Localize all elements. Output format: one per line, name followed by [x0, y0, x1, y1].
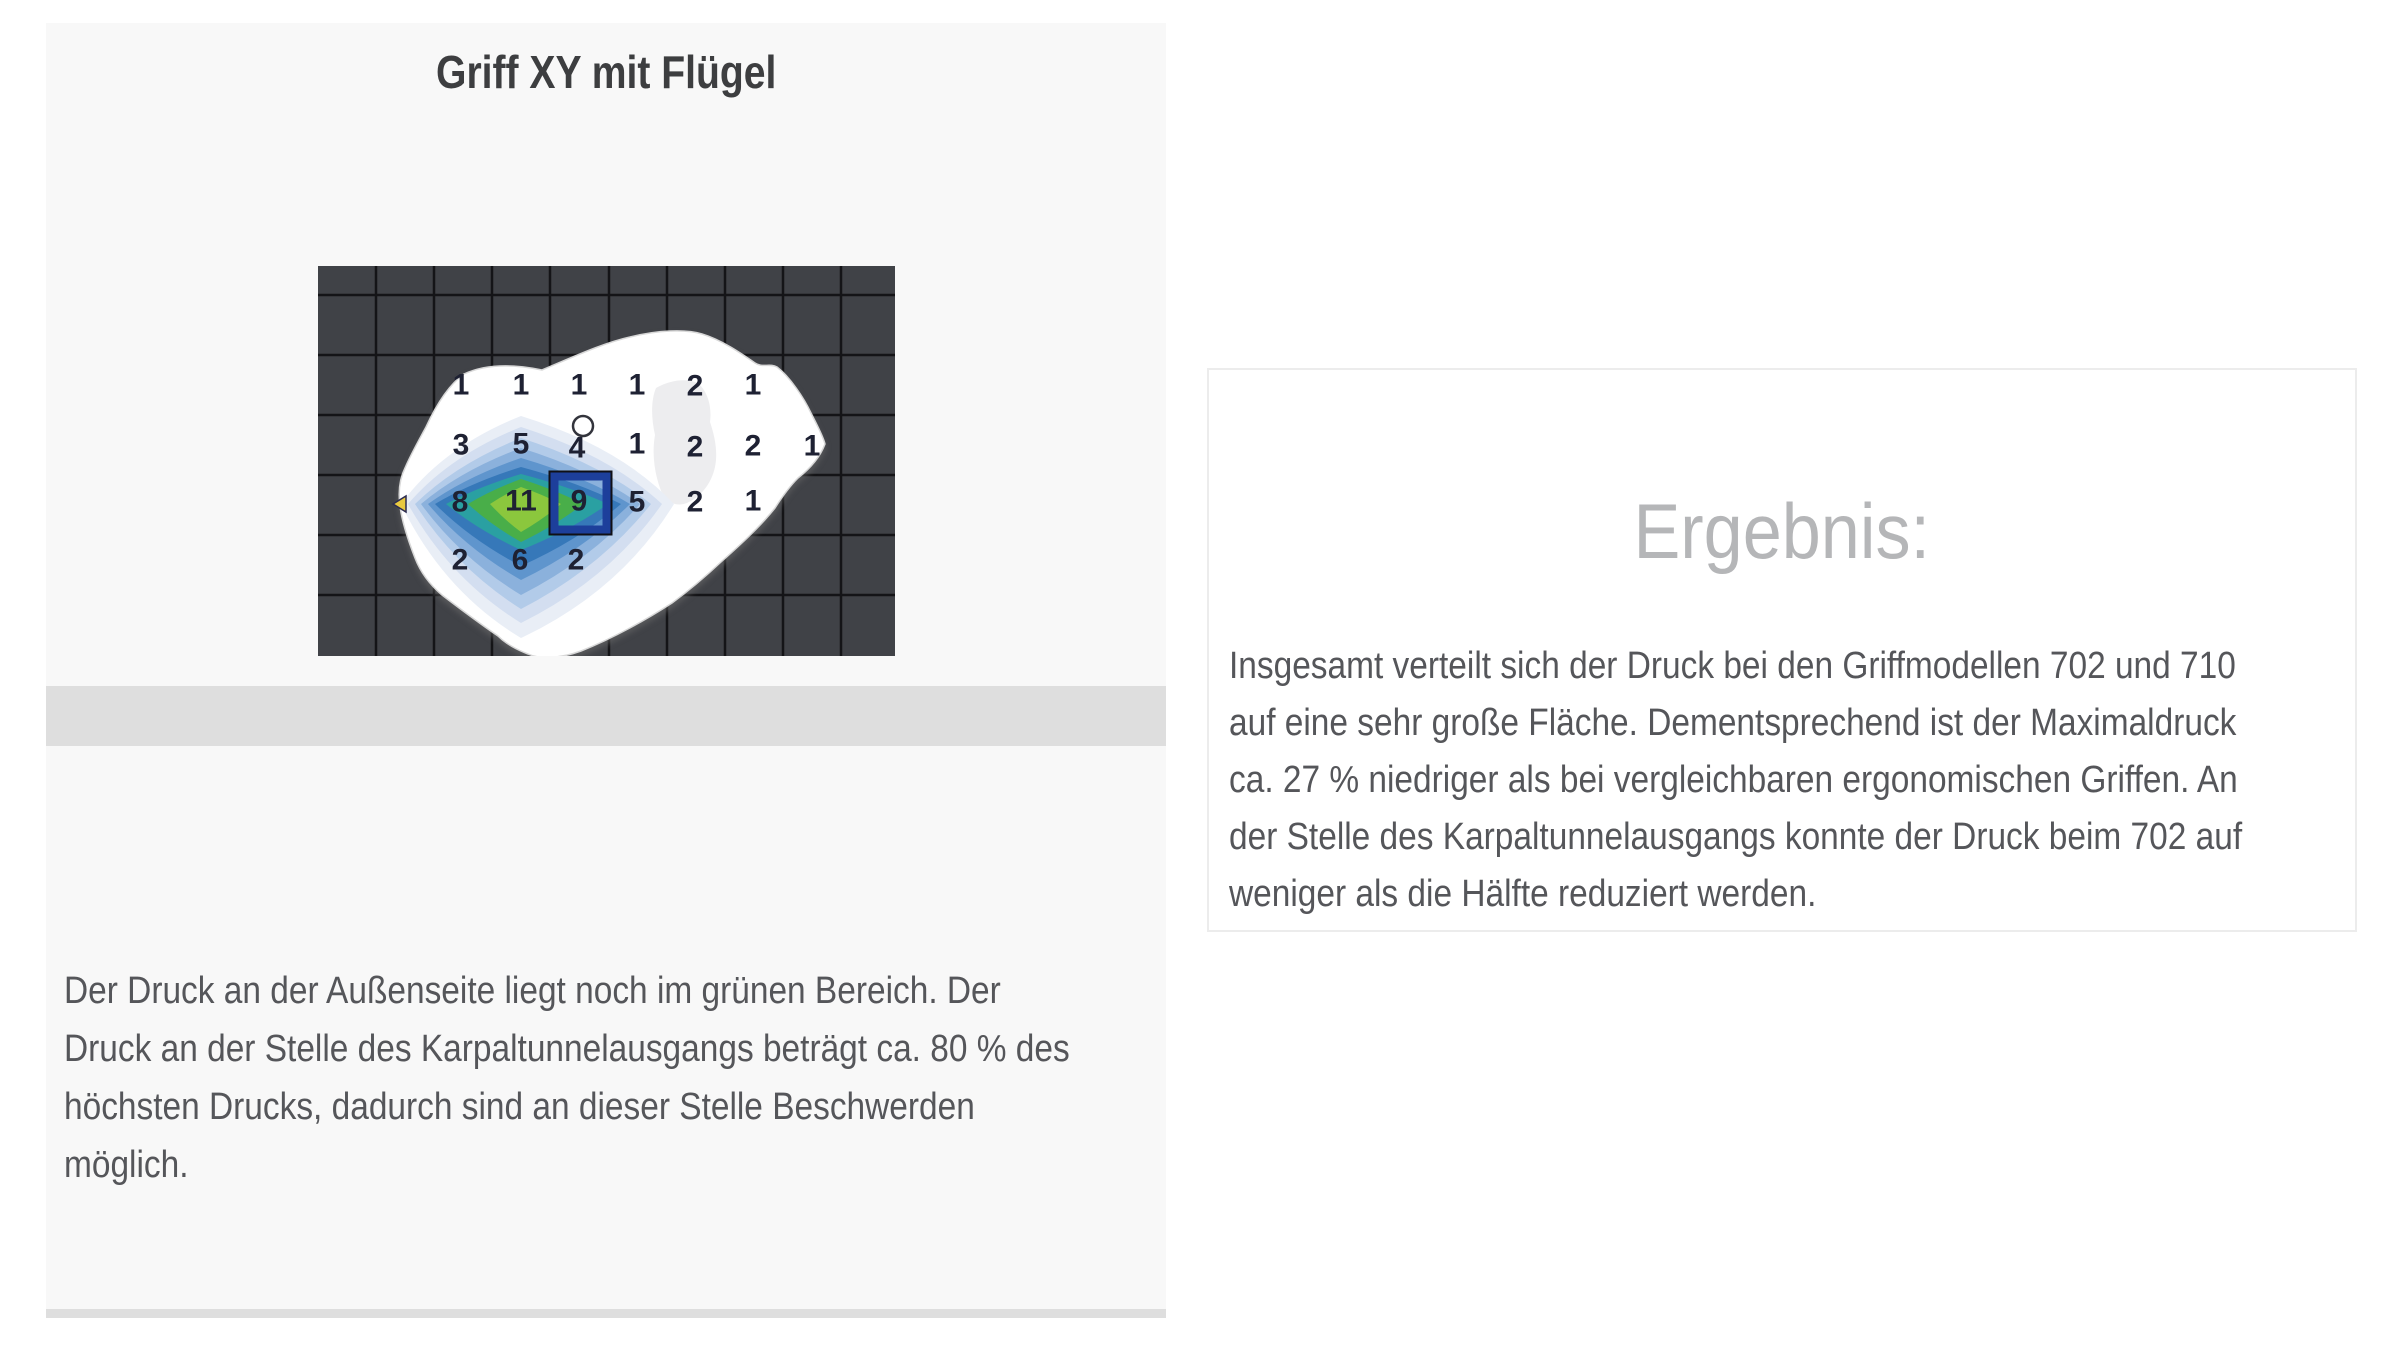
result-heading-text: Ergebnis:	[1633, 487, 1931, 575]
text-line	[1229, 752, 2349, 809]
pressure-value: 1	[570, 368, 588, 402]
pressure-value: 4	[568, 431, 586, 465]
pressure-heatmap-svg	[318, 266, 895, 656]
pressure-value: 6	[511, 543, 529, 577]
pressure-value: 2	[686, 485, 704, 519]
pressure-value: 2	[686, 430, 704, 464]
text-line	[64, 1020, 1154, 1078]
text-line	[1229, 695, 2349, 752]
result-paragraph	[1229, 638, 2349, 923]
pressure-value: 8	[451, 485, 469, 519]
pressure-value: 9	[570, 484, 588, 518]
pressure-value: 1	[628, 368, 646, 402]
pressure-value: 1	[803, 429, 821, 463]
text-line-content: höchsten Drucks, dadurch sind an dieser Stelle Beschwerden	[64, 1086, 975, 1128]
pressure-value: 1	[512, 368, 530, 402]
panel-title-text: Griff XY mit Flügel	[435, 46, 777, 98]
text-line-content: Druck an der Stelle des Karpaltunnelausgangs beträgt ca. 80 % des	[64, 1028, 1070, 1070]
divider-bar	[46, 686, 1166, 746]
pressure-value: 1	[744, 484, 762, 518]
text-line-content: weniger als die Hälfte reduziert werden.	[1229, 873, 1817, 915]
pressure-value: 2	[567, 543, 585, 577]
pressure-value: 2	[744, 429, 762, 463]
text-line-content: Der Druck an der Außenseite liegt noch im grünen Bereich. Der	[64, 970, 1001, 1012]
text-line-content: ca. 27 % niedriger als bei vergleichbaren ergonomischen Griffen. An	[1229, 759, 2238, 801]
bottom-divider-bar	[46, 1309, 1166, 1318]
panel-title	[46, 42, 1166, 102]
pressure-value: 2	[686, 369, 704, 403]
text-line	[64, 962, 1154, 1020]
pressure-heatmap	[318, 266, 895, 656]
pressure-value: 5	[628, 485, 646, 519]
text-line	[1229, 866, 2349, 923]
text-line	[64, 1136, 1154, 1194]
pressure-value: 1	[744, 368, 762, 402]
pressure-value: 1	[628, 427, 646, 461]
text-line-content: Insgesamt verteilt sich der Druck bei den Griffmodellen 702 und 710	[1229, 645, 2236, 687]
inner-shade-patch	[652, 380, 716, 504]
pressure-value: 11	[505, 484, 537, 518]
text-line-content: möglich.	[64, 1144, 189, 1186]
pressure-value: 1	[452, 368, 470, 402]
text-line	[1229, 809, 2349, 866]
text-line-content: der Stelle des Karpaltunnelausgangs konnte der Druck beim 702 auf	[1229, 816, 2243, 858]
pressure-value: 2	[451, 543, 469, 577]
text-line-content: auf eine sehr große Fläche. Dementsprechend ist der Maximaldruck	[1229, 702, 2237, 744]
text-line	[1229, 638, 2349, 695]
pressure-value: 5	[512, 427, 530, 461]
text-line	[64, 1078, 1154, 1136]
pressure-value: 3	[452, 428, 470, 462]
left-paragraph	[64, 962, 1154, 1194]
result-heading	[1207, 489, 2357, 573]
